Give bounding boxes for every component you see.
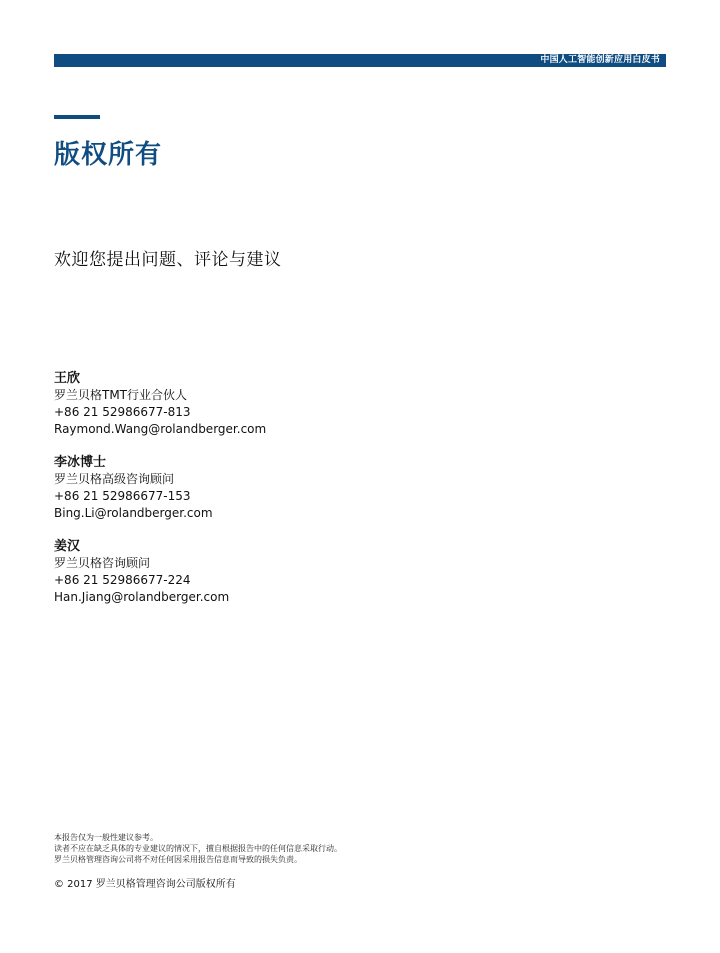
contact-email[interactable]: Han.Jiang@rolandberger.com [54, 590, 230, 604]
welcome-text: 欢迎您提出问题、评论与建议 [54, 250, 282, 270]
contact-phone: +86 21 52986677-153 [54, 489, 191, 503]
contact-role: 罗兰贝格咨询顾问 [54, 556, 151, 570]
contact-role: 罗兰贝格高级咨询顾问 [54, 472, 175, 486]
contact-list [54, 370, 454, 622]
title-accent-line [54, 115, 100, 119]
contact-phone: +86 21 52986677-813 [54, 405, 191, 419]
disclaimer-line: 读者不应在缺乏具体的专业建议的情况下，擅自根据报告中的任何信息采取行动。 [54, 844, 342, 853]
contact-card [54, 454, 454, 522]
contact-email[interactable]: Raymond.Wang@rolandberger.com [54, 422, 267, 436]
disclaimer-line: 本报告仅为一般性建议参考。 [54, 833, 158, 842]
contact-card [54, 370, 454, 438]
disclaimer-line: 罗兰贝格管理咨询公司将不对任何因采用报告信息而导致的损失负责。 [54, 855, 302, 864]
contact-email[interactable]: Bing.Li@rolandberger.com [54, 506, 213, 520]
page-title: 版权所有 [54, 140, 163, 170]
header-bar [54, 54, 666, 67]
disclaimer [54, 832, 614, 865]
contact-role: 罗兰贝格TMT行业合伙人 [54, 388, 188, 402]
contact-name: 姜汉 [54, 539, 81, 554]
header-bar-title: 中国人工智能创新应用白皮书 [540, 55, 660, 65]
contact-card [54, 538, 454, 606]
contact-name: 王欣 [54, 371, 81, 386]
copyright-notice: © 2017 罗兰贝格管理咨询公司版权所有 [54, 879, 236, 890]
contact-name: 李冰博士 [54, 455, 107, 470]
contact-phone: +86 21 52986677-224 [54, 573, 191, 587]
